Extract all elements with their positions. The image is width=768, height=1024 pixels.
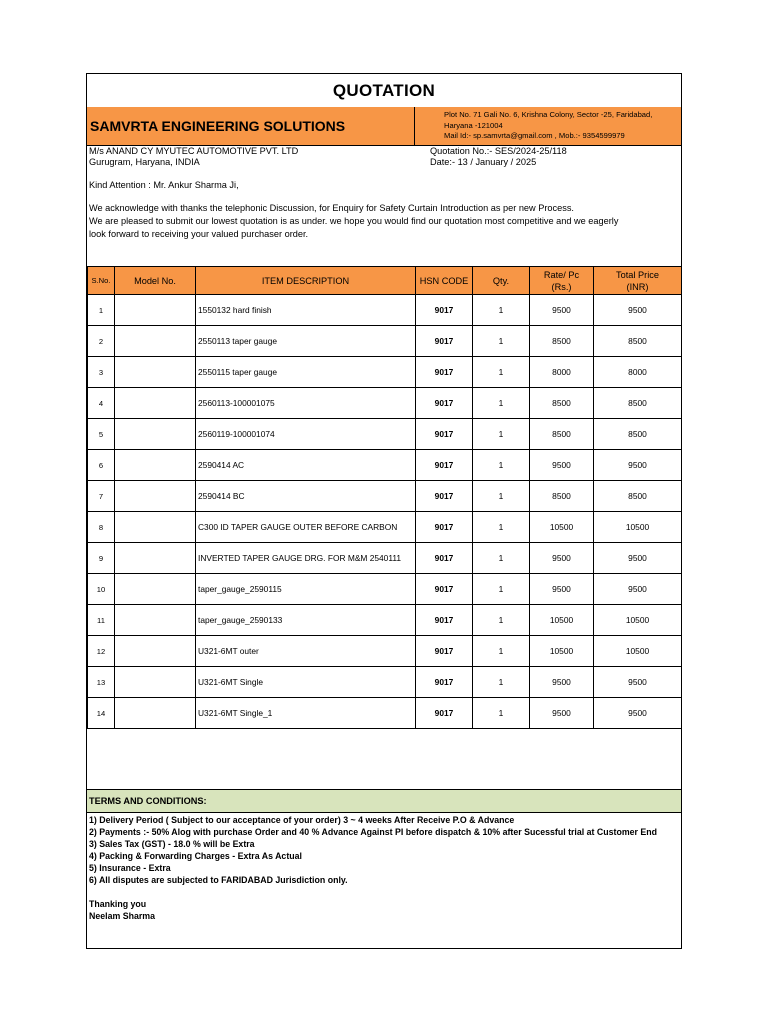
cell-rate: 9500 (530, 543, 594, 574)
closing-text: Thanking you (89, 899, 147, 909)
cell-qty: 1 (473, 357, 530, 388)
company-address (444, 110, 680, 142)
cell-model (115, 450, 196, 481)
term-line: 4) Packing & Forwarding Charges - Extra As Actual (89, 851, 302, 861)
cell-total: 8500 (594, 326, 682, 357)
intro-line: We are pleased to submit our lowest quotation is as under. we hope you would find our quotation most competitive and we eagerly (89, 216, 619, 226)
cell-rate: 10500 (530, 605, 594, 636)
table-row (88, 326, 682, 357)
cell-qty: 1 (473, 543, 530, 574)
cell-total: 8500 (594, 419, 682, 450)
cell-total: 8500 (594, 388, 682, 419)
cell-total: 9500 (594, 295, 682, 326)
quotation-date: Date:- 13 / January / 2025 (430, 157, 537, 167)
term-line: 1) Delivery Period ( Subject to our acceptance of your order) 3 ~ 4 weeks After Receive P.O & Advance (89, 815, 515, 825)
cell-description: U321-6MT Single (196, 667, 416, 698)
cell-total: 8000 (594, 357, 682, 388)
cell-model (115, 388, 196, 419)
table-row (88, 450, 682, 481)
kind-attention: Kind Attention : Mr. Ankur Sharma Ji, (89, 180, 239, 190)
cell-description: U321-6MT outer (196, 636, 416, 667)
cell-sno: 9 (88, 543, 115, 574)
cell-description: INVERTED TAPER GAUGE DRG. FOR M&M 2540111 (196, 543, 416, 574)
cell-model (115, 667, 196, 698)
cell-hsn: 9017 (416, 667, 473, 698)
address-line: Plot No. 71 Gali No. 6, Krishna Colony, Sector -25, Faridabad, (444, 110, 653, 119)
cell-total: 9500 (594, 450, 682, 481)
cell-qty: 1 (473, 574, 530, 605)
cell-description: 2550113 taper gauge (196, 326, 416, 357)
cell-hsn: 9017 (416, 450, 473, 481)
header-divider (414, 107, 415, 145)
cell-hsn: 9017 (416, 698, 473, 729)
cell-total: 10500 (594, 512, 682, 543)
cell-model (115, 419, 196, 450)
address-line: Mail Id:- sp.samvrta@gmail.com , Mob.:- 9354599979 (444, 131, 625, 140)
terms-spacer (89, 886, 681, 898)
intro-text (89, 202, 681, 241)
cell-hsn: 9017 (416, 419, 473, 450)
cell-total: 9500 (594, 698, 682, 729)
term-line: 3) Sales Tax (GST) - 18.0 % will be Extra (89, 839, 255, 849)
cell-qty: 1 (473, 481, 530, 512)
cell-rate: 8500 (530, 481, 594, 512)
cell-sno: 10 (88, 574, 115, 605)
cell-model (115, 636, 196, 667)
cell-qty: 1 (473, 450, 530, 481)
table-row (88, 698, 682, 729)
cell-hsn: 9017 (416, 357, 473, 388)
company-header (87, 107, 681, 146)
cell-rate: 9500 (530, 574, 594, 605)
intro-line: We acknowledge with thanks the telephonic Discussion, for Enquiry for Safety Curtain Introduction as per new Process. (89, 203, 574, 213)
cell-model (115, 512, 196, 543)
cell-sno: 14 (88, 698, 115, 729)
col-header-qty: Qty. (473, 267, 530, 295)
cell-description: C300 ID TAPER GAUGE OUTER BEFORE CARBON (196, 512, 416, 543)
cell-sno: 6 (88, 450, 115, 481)
cell-sno: 1 (88, 295, 115, 326)
cell-qty: 1 (473, 636, 530, 667)
cell-description: 2590414 BC (196, 481, 416, 512)
cell-rate: 10500 (530, 512, 594, 543)
cell-hsn: 9017 (416, 512, 473, 543)
quotation-number: Quotation No.:- SES/2024-25/118 (430, 146, 567, 156)
col-header-hsn: HSN CODE (416, 267, 473, 295)
cell-model (115, 543, 196, 574)
cell-sno: 3 (88, 357, 115, 388)
cell-description: 2590414 AC (196, 450, 416, 481)
cell-sno: 7 (88, 481, 115, 512)
col-header-model: Model No. (115, 267, 196, 295)
address-line: Haryana -121004 (444, 120, 503, 130)
cell-hsn: 9017 (416, 295, 473, 326)
cell-qty: 1 (473, 295, 530, 326)
cell-sno: 5 (88, 419, 115, 450)
table-row (88, 636, 682, 667)
cell-rate: 8500 (530, 419, 594, 450)
company-name: SAMVRTA ENGINEERING SOLUTIONS (90, 118, 346, 134)
cell-qty: 1 (473, 698, 530, 729)
cell-rate: 8500 (530, 326, 594, 357)
cell-rate: 8000 (530, 357, 594, 388)
cell-model (115, 698, 196, 729)
cell-qty: 1 (473, 419, 530, 450)
term-line: 2) Payments :- 50% Alog with purchase Order and 40 % Advance Against PI before dispatch & 10% after Sucessful trial at Customer End (89, 827, 658, 837)
col-header-rate: Rate/ Pc (Rs.) (530, 267, 594, 295)
items-table (87, 266, 682, 729)
table-row (88, 543, 682, 574)
col-header-total: Total Price (INR) (594, 267, 682, 295)
cell-sno: 12 (88, 636, 115, 667)
cell-model (115, 326, 196, 357)
cell-hsn: 9017 (416, 574, 473, 605)
col-header-description: ITEM DESCRIPTION (196, 267, 416, 295)
table-row (88, 419, 682, 450)
table-header-row (88, 267, 682, 295)
cell-rate: 10500 (530, 636, 594, 667)
terms-heading: TERMS AND CONDITIONS: (87, 789, 681, 813)
cell-model (115, 481, 196, 512)
table-row (88, 357, 682, 388)
cell-description: 1550132 hard finish (196, 295, 416, 326)
col-header-sno: S.No. (88, 267, 115, 295)
cell-description: taper_gauge_2590115 (196, 574, 416, 605)
cell-description: U321-6MT Single_1 (196, 698, 416, 729)
table-row (88, 388, 682, 419)
cell-hsn: 9017 (416, 388, 473, 419)
cell-hsn: 9017 (416, 636, 473, 667)
cell-sno: 13 (88, 667, 115, 698)
table-row (88, 667, 682, 698)
cell-total: 10500 (594, 636, 682, 667)
cell-total: 9500 (594, 667, 682, 698)
cell-description: 2560113-100001075 (196, 388, 416, 419)
cell-qty: 1 (473, 512, 530, 543)
cell-description: taper_gauge_2590133 (196, 605, 416, 636)
document-title: QUOTATION (87, 74, 681, 108)
cell-model (115, 295, 196, 326)
table-row (88, 512, 682, 543)
cell-sno: 8 (88, 512, 115, 543)
table-row (88, 574, 682, 605)
cell-rate: 9500 (530, 450, 594, 481)
signatory-name: Neelam Sharma (89, 911, 156, 921)
cell-hsn: 9017 (416, 605, 473, 636)
cell-rate: 9500 (530, 295, 594, 326)
cell-total: 9500 (594, 574, 682, 605)
table-row (88, 481, 682, 512)
cell-rate: 9500 (530, 667, 594, 698)
table-row (88, 605, 682, 636)
term-line: 5) Insurance - Extra (89, 863, 171, 873)
cell-model (115, 605, 196, 636)
cell-sno: 2 (88, 326, 115, 357)
cell-description: 2550115 taper gauge (196, 357, 416, 388)
intro-line: look forward to receiving your valued purchaser order. (89, 229, 309, 239)
cell-sno: 11 (88, 605, 115, 636)
cell-qty: 1 (473, 667, 530, 698)
cell-qty: 1 (473, 605, 530, 636)
customer-name: M/s ANAND CY MYUTEC AUTOMOTIVE PVT. LTD (89, 146, 299, 156)
cell-total: 8500 (594, 481, 682, 512)
quotation-sheet (86, 73, 682, 949)
cell-model (115, 574, 196, 605)
items-body (88, 295, 682, 729)
table-row (88, 295, 682, 326)
cell-hsn: 9017 (416, 481, 473, 512)
cell-rate: 9500 (530, 698, 594, 729)
term-line: 6) All disputes are subjected to FARIDABAD Jurisdiction only. (89, 875, 348, 885)
cell-qty: 1 (473, 326, 530, 357)
cell-hsn: 9017 (416, 543, 473, 574)
cell-description: 2560119-100001074 (196, 419, 416, 450)
customer-location: Gurugram, Haryana, INDIA (89, 157, 200, 167)
cell-total: 9500 (594, 543, 682, 574)
cell-hsn: 9017 (416, 326, 473, 357)
cell-sno: 4 (88, 388, 115, 419)
cell-model (115, 357, 196, 388)
cell-qty: 1 (473, 388, 530, 419)
cell-total: 10500 (594, 605, 682, 636)
cell-rate: 8500 (530, 388, 594, 419)
terms-list (89, 814, 681, 922)
